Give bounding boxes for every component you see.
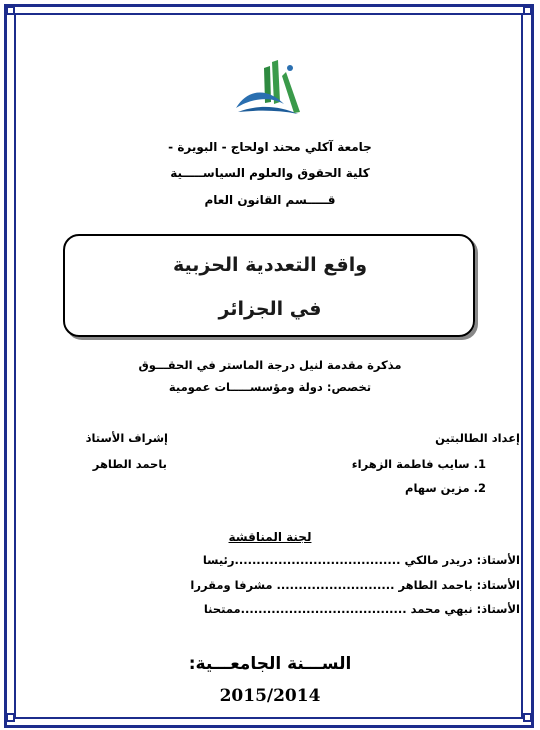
border-corner-ornament — [6, 6, 15, 15]
border-corner-ornament — [523, 713, 532, 722]
academic-year-value: 2015/2014 — [219, 686, 321, 706]
committee-member: الأستاذ: باحمد الطاهر ........................... مشرفا ومقررا — [190, 578, 520, 592]
committee-member: الأستاذ: دريدر مالكي ......................................رئيسا — [202, 553, 520, 567]
thesis-title-line-2: في الجزائر — [218, 298, 322, 320]
specialty: تخصص: دولة ومؤسســـــات عمومية — [168, 380, 372, 394]
memo-description: مذكرة مقدمة لنيل درجة الماستر في الحقـــوق — [138, 358, 402, 372]
student-name: 1. سايب فاطمة الزهراء — [351, 457, 486, 471]
border-corner-ornament — [523, 6, 532, 15]
supervisor-heading: إشراف الأستاذ — [85, 431, 168, 445]
committee-heading: لجنة المناقشة — [228, 530, 312, 544]
university-logo — [228, 58, 308, 118]
title-box — [63, 234, 475, 337]
border-corner-ornament — [6, 713, 15, 722]
student-name: 2. مزين سهام — [405, 481, 486, 495]
university-name: جامعة آكلي محند اولحاج - البويرة - — [168, 140, 372, 154]
department-name: قـــــسم القانون العام — [204, 193, 336, 207]
academic-year-label: الســـنة الجامعـــية: — [188, 654, 352, 674]
faculty-name: كلية الحقوق والعلوم السياســـــية — [170, 166, 370, 180]
students-heading: إعداد الطالبتين — [435, 431, 520, 445]
committee-member: الأستاذ: نبهي محمد ......................................ممتحنا — [203, 602, 520, 616]
thesis-title-line-1: واقع التعددية الحزبية — [172, 254, 368, 276]
supervisor-name: باحمد الطاهر — [92, 457, 167, 471]
